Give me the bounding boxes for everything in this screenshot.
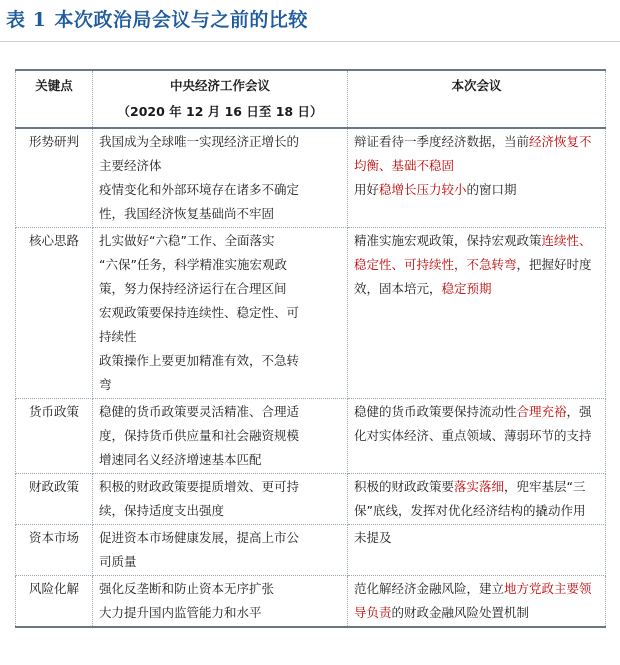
cell-text: 促进资本市场健康发展，提高上市公 (99, 530, 300, 545)
current-meeting-cell (348, 474, 606, 525)
header-current-meeting: 本次会议 (348, 70, 606, 128)
cell-line (99, 154, 341, 178)
cell-line (99, 475, 341, 499)
table-row (16, 128, 606, 228)
row-key: 资本市场 (16, 525, 93, 576)
cell-text: 用好 (354, 182, 380, 197)
cell-text: 性，我国经济恢复基础尚不牢固 (99, 206, 275, 221)
cell-line (354, 178, 599, 202)
current-meeting-cell (348, 128, 606, 228)
cell-text: 辩证看待一季度经济数据，当前 (354, 134, 530, 149)
previous-meeting-cell (93, 474, 348, 525)
cell-text: 弯 (99, 377, 112, 392)
cell-line (354, 400, 599, 424)
cell-line (354, 229, 599, 253)
current-meeting-cell (348, 576, 606, 628)
cell-line (99, 202, 341, 226)
cell-text: 保”底线，发挥对优化经济结构的撬动作用 (354, 503, 586, 518)
table-header-row (16, 70, 606, 128)
highlighted-text: 稳定预期 (441, 281, 492, 296)
cell-line (99, 400, 341, 424)
highlighted-text: 合理充裕 (516, 404, 567, 419)
highlighted-text: 经济恢复不 (529, 134, 592, 149)
cell-text: 增速同名义经济增速基本匹配 (99, 452, 262, 467)
table-number: 表 1 (6, 9, 47, 31)
cell-line (99, 325, 341, 349)
cell-text: 积极的财政政策要 (354, 479, 455, 494)
header-previous-title: 中央经济工作会议 (169, 78, 270, 93)
cell-line (99, 499, 341, 523)
highlighted-text: 稳增长压力较小 (379, 182, 467, 197)
cell-line (99, 526, 341, 550)
cell-line (354, 526, 599, 550)
header-previous-meeting (93, 70, 348, 128)
table-row (16, 525, 606, 576)
previous-meeting-cell (93, 128, 348, 228)
table-title (6, 6, 308, 34)
cell-text: “六保”任务，科学精准实施宏观政 (99, 257, 287, 272)
highlighted-text: 连续性、 (541, 233, 592, 248)
cell-line (354, 130, 599, 154)
cell-line (354, 601, 599, 625)
cell-line (99, 424, 341, 448)
cell-line (354, 277, 599, 301)
comparison-table (15, 69, 606, 628)
cell-text: 政策操作上要更加精准有效，不急转 (99, 353, 300, 368)
previous-meeting-cell (93, 228, 348, 399)
previous-meeting-cell (93, 399, 348, 474)
cell-text: 效，固本培元， (354, 281, 442, 296)
cell-text: 疫情变化和外部环境存在诸多不确定 (99, 182, 300, 197)
cell-line (99, 349, 341, 373)
cell-line (99, 253, 341, 277)
table-row (16, 576, 606, 628)
table-row (16, 228, 606, 399)
highlighted-text: 均衡、基础不稳固 (354, 158, 455, 173)
current-meeting-cell (348, 228, 606, 399)
highlighted-text: 稳定性、可持续性，不急转弯 (354, 257, 517, 272)
cell-text: 强化反垄断和防止资本无序扩张 (99, 581, 275, 596)
table-row (16, 399, 606, 474)
header-key: 关键点 (16, 70, 93, 128)
cell-line (354, 475, 599, 499)
cell-line (99, 550, 341, 574)
cell-text: 续，保持适度支出强度 (99, 503, 225, 518)
cell-text: ，把握好时度 (516, 257, 592, 272)
header-previous-date: （2020 年 12 月 16 日至 18 日） (117, 104, 323, 119)
table-row (16, 474, 606, 525)
current-meeting-cell (348, 525, 606, 576)
cell-line (99, 601, 341, 625)
cell-text: 精准实施宏观政策，保持宏观政策 (354, 233, 542, 248)
cell-text: 度，保持货币供应量和社会融资规模 (99, 428, 300, 443)
table-title-text: 本次政治局会议与之前的比较 (54, 9, 308, 31)
cell-line (354, 424, 599, 448)
cell-line (99, 373, 341, 397)
row-key: 风险化解 (16, 576, 93, 628)
cell-text: 扎实做好“六稳”工作、全面落实 (99, 233, 275, 248)
cell-text: 未提及 (354, 530, 392, 545)
cell-line (354, 154, 599, 178)
cell-line (99, 577, 341, 601)
highlighted-text: 落实落细 (454, 479, 505, 494)
highlighted-text: 地方党政主要领 (504, 581, 592, 596)
row-key: 形势研判 (16, 128, 93, 228)
highlighted-text: 导负责 (354, 605, 392, 620)
cell-line (354, 499, 599, 523)
row-key: 核心思路 (16, 228, 93, 399)
cell-text: 持续性 (99, 329, 137, 344)
cell-text: 化对实体经济、重点领域、薄弱环节的支持 (354, 428, 592, 443)
cell-text: 的窗口期 (466, 182, 517, 197)
cell-text: 司质量 (99, 554, 137, 569)
cell-line (99, 301, 341, 325)
cell-text: 稳健的货币政策要灵活精准、合理适 (99, 404, 300, 419)
cell-line (99, 130, 341, 154)
cell-line (99, 277, 341, 301)
cell-line (99, 178, 341, 202)
cell-line (99, 229, 341, 253)
cell-line (354, 253, 599, 277)
cell-text: 积极的财政政策要提质增效、更可持 (99, 479, 300, 494)
cell-text: 宏观政策要保持连续性、稳定性、可 (99, 305, 300, 320)
cell-text: ，强 (566, 404, 592, 419)
title-divider (0, 41, 620, 42)
row-key: 货币政策 (16, 399, 93, 474)
cell-text: 大力提升国内监管能力和水平 (99, 605, 262, 620)
cell-text: 的财政金融风险处置机制 (391, 605, 530, 620)
cell-text: 主要经济体 (99, 158, 162, 173)
current-meeting-cell (348, 399, 606, 474)
cell-line (99, 448, 341, 472)
cell-text: 我国成为全球唯一实现经济正增长的 (99, 134, 300, 149)
previous-meeting-cell (93, 576, 348, 628)
cell-text: 策，努力保持经济运行在合理区间 (99, 281, 287, 296)
cell-text: ，兜牢基层“三 (504, 479, 586, 494)
previous-meeting-cell (93, 525, 348, 576)
cell-line (354, 577, 599, 601)
cell-text: 范化解经济金融风险，建立 (354, 581, 505, 596)
row-key: 财政政策 (16, 474, 93, 525)
cell-text: 稳健的货币政策要保持流动性 (354, 404, 517, 419)
